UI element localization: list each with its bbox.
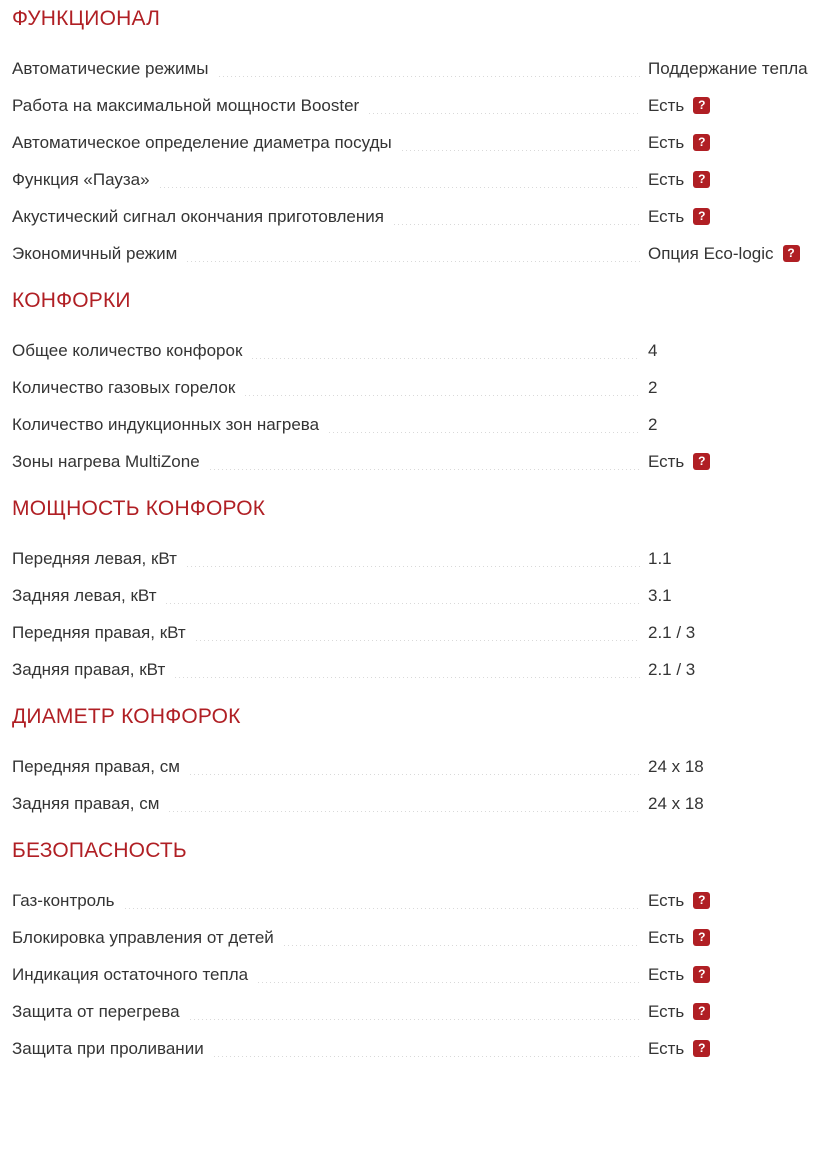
spec-value	[648, 416, 800, 433]
spec-section	[12, 290, 800, 470]
dotted-leader	[245, 393, 640, 396]
spec-section	[12, 706, 800, 812]
spec-label: Автоматические режимы	[12, 59, 209, 78]
dotted-leader	[125, 906, 640, 909]
spec-rows	[12, 59, 808, 263]
spec-value	[648, 342, 800, 359]
spec-label: Количество газовых горелок	[12, 378, 236, 397]
spec-row	[12, 1003, 800, 1020]
dotted-leader	[190, 1017, 640, 1020]
spec-row	[12, 795, 800, 812]
spec-value-text: Есть	[648, 1002, 685, 1021]
spec-label: Передняя правая, кВт	[12, 623, 186, 642]
spec-value	[648, 795, 800, 812]
help-icon[interactable]: ?	[693, 134, 710, 151]
spec-value	[648, 929, 800, 946]
dotted-leader	[187, 564, 640, 567]
spec-label: Функция «Пауза»	[12, 170, 150, 189]
help-icon[interactable]: ?	[693, 208, 710, 225]
spec-label: Блокировка управления от детей	[12, 928, 274, 947]
help-icon[interactable]: ?	[693, 966, 710, 983]
spec-value	[648, 171, 800, 188]
spec-value-text: Есть	[648, 96, 685, 115]
dotted-leader	[219, 74, 640, 77]
dotted-leader	[394, 222, 640, 225]
dotted-leader	[169, 809, 640, 812]
spec-value-text: Есть	[648, 207, 685, 226]
section-title: КОНФОРКИ	[12, 289, 131, 312]
spec-row	[12, 416, 800, 433]
dotted-leader	[196, 638, 640, 641]
spec-label: Газ-контроль	[12, 891, 115, 910]
spec-value-text: Есть	[648, 1039, 685, 1058]
spec-row	[12, 245, 800, 262]
spec-label: Передняя правая, см	[12, 757, 180, 776]
dotted-leader	[166, 601, 640, 604]
spec-label: Защита при проливании	[12, 1039, 204, 1058]
spec-value	[648, 97, 800, 114]
spec-value-text: Опция Eco-logic	[648, 244, 774, 263]
spec-value-text: 24 x 18	[648, 794, 704, 813]
spec-value	[648, 661, 800, 678]
help-icon[interactable]: ?	[783, 245, 800, 262]
spec-row	[12, 453, 800, 470]
dotted-leader	[210, 467, 640, 470]
dotted-leader	[187, 259, 640, 262]
help-icon[interactable]: ?	[693, 171, 710, 188]
help-icon[interactable]: ?	[693, 1003, 710, 1020]
dotted-leader	[252, 356, 640, 359]
spec-row	[12, 59, 808, 78]
spec-value-text: Есть	[648, 928, 685, 947]
spec-label: Индикация остаточного тепла	[12, 965, 249, 984]
dotted-leader	[402, 148, 640, 151]
dotted-leader	[258, 980, 640, 983]
spec-row	[12, 661, 800, 678]
dotted-leader	[160, 185, 640, 188]
spec-row	[12, 342, 800, 359]
spec-label: Работа на максимальной мощности Booster	[12, 96, 360, 115]
spec-value	[648, 587, 800, 604]
dotted-leader	[175, 675, 640, 678]
help-icon[interactable]: ?	[693, 929, 710, 946]
spec-value-text: 1.1	[648, 549, 672, 568]
spec-value	[648, 1040, 800, 1057]
spec-row	[12, 966, 800, 983]
spec-row	[12, 134, 800, 151]
spec-value-text: 2.1 / 3	[648, 623, 696, 642]
spec-row	[12, 1040, 800, 1057]
spec-value-text: 2	[648, 415, 658, 434]
spec-rows	[12, 550, 800, 678]
spec-label: Задняя левая, кВт	[12, 586, 157, 605]
spec-value-text: 3.1	[648, 586, 672, 605]
spec-section	[12, 498, 800, 678]
spec-value	[648, 134, 800, 151]
spec-label: Передняя левая, кВт	[12, 549, 177, 568]
dotted-leader	[369, 111, 640, 114]
spec-label: Защита от перегрева	[12, 1002, 180, 1021]
spec-row	[12, 97, 800, 114]
spec-label: Задняя правая, кВт	[12, 660, 166, 679]
section-title: ДИАМЕТР КОНФОРОК	[12, 705, 241, 728]
section-title: МОЩНОСТЬ КОНФОРОК	[12, 497, 266, 520]
spec-value-text: Есть	[648, 170, 685, 189]
spec-value	[648, 758, 800, 775]
spec-value	[648, 550, 800, 567]
spec-value	[648, 1003, 800, 1020]
spec-value	[648, 453, 800, 470]
spec-row	[12, 550, 800, 567]
spec-row	[12, 208, 800, 225]
spec-value-text: 2.1 / 3	[648, 660, 696, 679]
spec-label: Количество индукционных зон нагрева	[12, 415, 320, 434]
spec-value-text: 24 x 18	[648, 757, 704, 776]
spec-label: Акустический сигнал окончания приготовления	[12, 207, 384, 226]
spec-label: Экономичный режим	[12, 244, 178, 263]
help-icon[interactable]: ?	[693, 453, 710, 470]
spec-row	[12, 758, 800, 775]
dotted-leader	[214, 1054, 640, 1057]
spec-row	[12, 587, 800, 604]
spec-value-text: Поддержание тепла	[648, 59, 808, 78]
spec-value-text: Есть	[648, 133, 685, 152]
help-icon[interactable]: ?	[693, 97, 710, 114]
spec-label: Зоны нагрева MultiZone	[12, 452, 200, 471]
spec-value	[648, 892, 800, 909]
spec-row	[12, 929, 800, 946]
spec-label: Задняя правая, см	[12, 794, 160, 813]
spec-value-text: Есть	[648, 452, 685, 471]
spec-row	[12, 171, 800, 188]
spec-rows	[12, 892, 800, 1057]
spec-value-text: Есть	[648, 965, 685, 984]
spec-row	[12, 624, 800, 641]
help-icon[interactable]: ?	[693, 892, 710, 909]
spec-rows	[12, 758, 800, 812]
spec-value	[648, 59, 808, 78]
dotted-leader	[190, 772, 640, 775]
spec-rows	[12, 342, 800, 470]
spec-value-text: 4	[648, 341, 658, 360]
spec-value-text: Есть	[648, 891, 685, 910]
spec-section	[12, 840, 800, 1057]
section-title: БЕЗОПАСНОСТЬ	[12, 839, 187, 862]
spec-value	[648, 245, 800, 262]
help-icon[interactable]: ?	[693, 1040, 710, 1057]
spec-section	[12, 7, 808, 263]
section-title: ФУНКЦИОНАЛ	[12, 7, 161, 30]
spec-value	[648, 208, 800, 225]
spec-value-text: 2	[648, 378, 658, 397]
spec-value	[648, 624, 800, 641]
spec-value	[648, 966, 800, 983]
spec-value	[648, 379, 800, 396]
spec-row	[12, 892, 800, 909]
spec-row	[12, 379, 800, 396]
spec-label: Автоматическое определение диаметра посуды	[12, 133, 392, 152]
dotted-leader	[329, 430, 640, 433]
dotted-leader	[284, 943, 640, 946]
spec-label: Общее количество конфорок	[12, 341, 243, 360]
